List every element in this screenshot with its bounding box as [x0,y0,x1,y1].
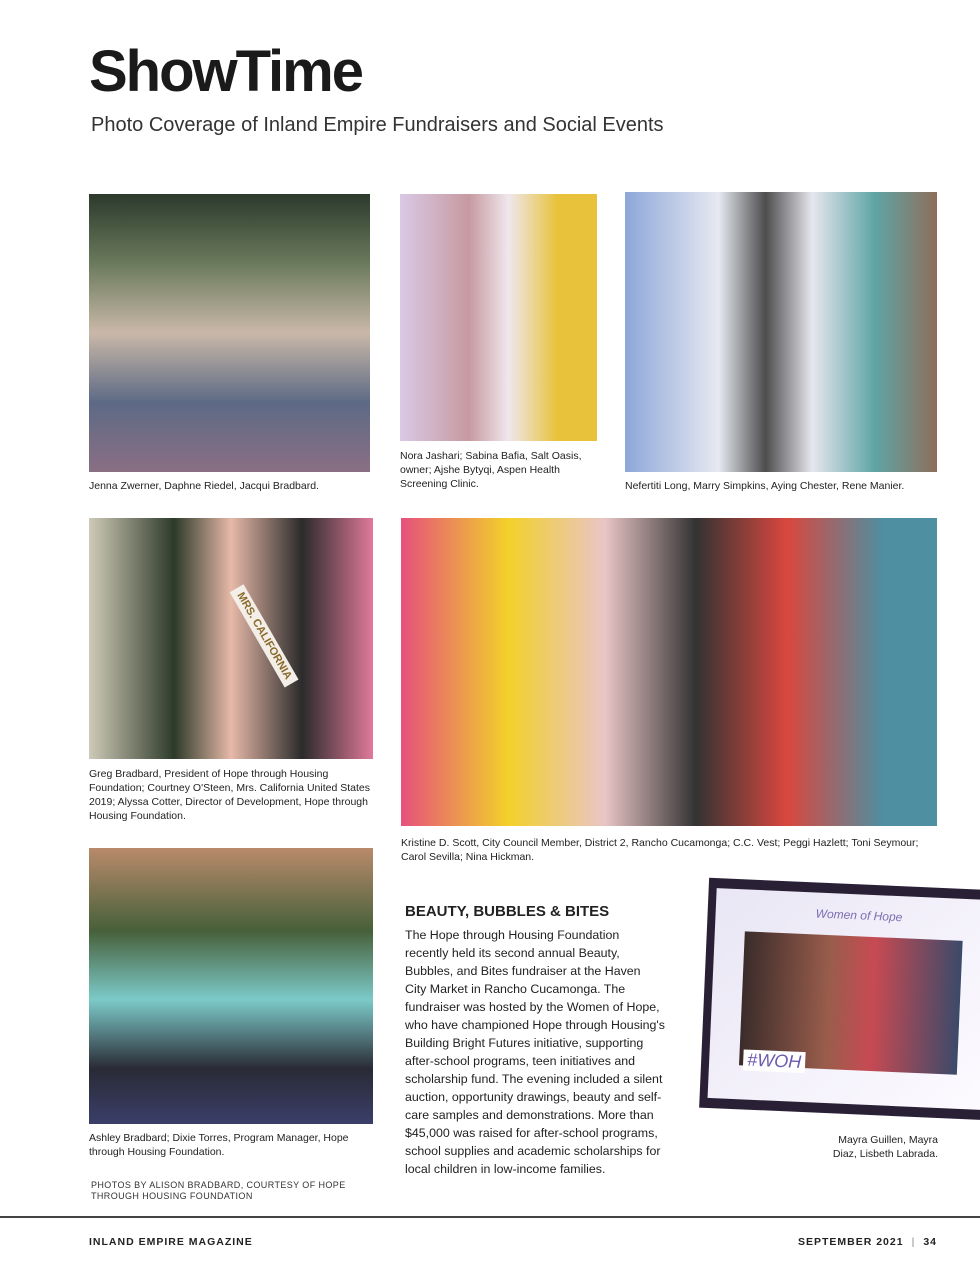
frame-hashtag: #WOH [743,1049,806,1073]
photo-2-caption: Nora Jashari; Sabina Bafia, Salt Oasis, owner; Ajshe Bytyqi, Aspen Health Screening Clinic. [400,450,582,490]
photo-credit: PHOTOS BY ALISON BRADBARD, COURTESY OF HOPE THROUGH HOUSING FOUNDATION [91,1180,346,1201]
photo-4 [89,518,373,759]
article-heading: BEAUTY, BUBBLES & BITES [405,903,610,920]
photo-6-caption: Ashley Bradbard; Dixie Torres, Program Manager, Hope through Housing Foundation. [89,1132,349,1158]
photo-3 [625,192,937,472]
photo-7 [699,878,980,1120]
footer-separator: | [911,1236,916,1248]
photo-3-caption: Nefertiti Long, Marry Simpkins, Aying Chester, Rene Manier. [625,480,905,492]
photo-4-caption: Greg Bradbard, President of Hope through Housing Foundation; Courtney O'Steen, Mrs. California United States 2019; Alyssa Cotter, Director of Development, Hope through Housing Foundation. [89,768,370,822]
footer-issue: SEPTEMBER 2021 [797,1236,904,1248]
page-subtitle: Photo Coverage of Inland Empire Fundraisers and Social Events [91,114,664,136]
photo-2 [400,194,597,441]
photo-6 [89,848,373,1124]
sash-text: MRS. CALIFORNIA [230,584,299,688]
frame-brand: Women of Hope [815,906,903,925]
footer-issue-page [798,1236,937,1248]
photo-5-caption: Kristine D. Scott, City Council Member, District 2, Rancho Cucamonga; C.C. Vest; Peggi Hazlett; Toni Seymour; Carol Sevilla; Nina Hickman. [401,837,919,863]
photo-1-caption: Jenna Zwerner, Daphne Riedel, Jacqui Bradbard. [89,480,319,492]
footer-rule [0,1216,980,1218]
article-body: The Hope through Housing Foundation recently held its second annual Beauty, Bubbles, and Bites fundraiser at the Haven City Market in Rancho Cucamonga. The fundraiser was hosted by the Women of Hope, who have championed Hope through Housing's Building Bright Futures initiative, supporting after-school programs, teen initiatives and scholarship fund. The evening included a silent auction, opportunity drawings, beauty and self-care samples and demonstrations. More than $45,000 was raised for after-school programs, school supplies and academic scholarships for local children in low-income families. [405,928,665,1176]
page-title: ShowTime [89,39,362,104]
photo-1 [89,194,370,472]
footer-page-number: 34 [923,1236,937,1248]
photo-5 [401,518,937,826]
photo-7-caption: Mayra Guillen, Mayra Diaz, Lisbeth Labrada. [832,1134,938,1160]
footer-publication: INLAND EMPIRE MAGAZINE [89,1236,253,1248]
photo-booth-frame [708,888,980,1110]
